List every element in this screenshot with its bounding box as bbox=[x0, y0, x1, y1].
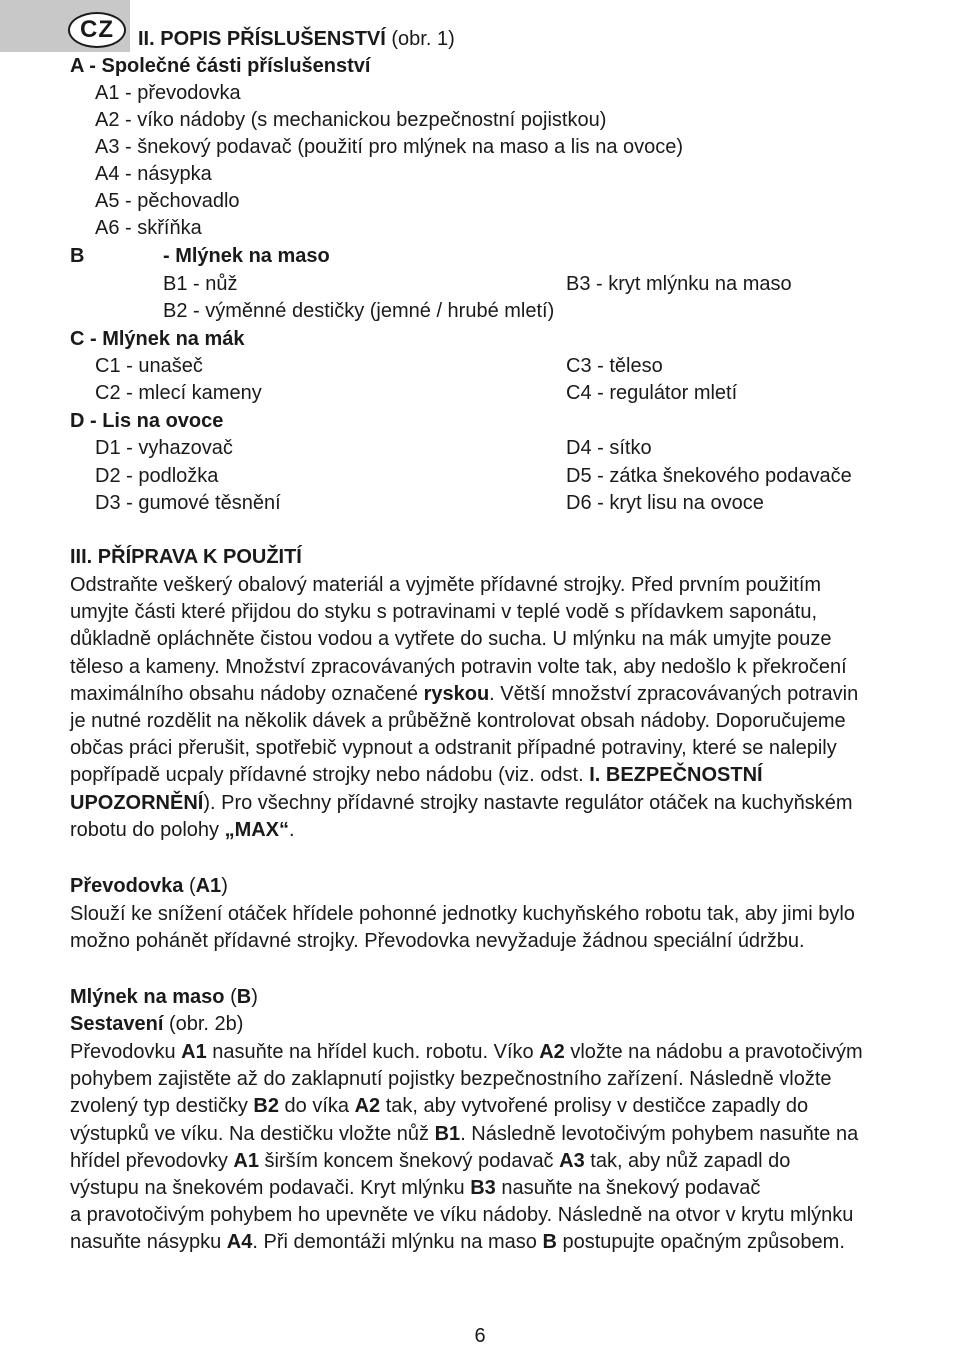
assembly-line: výstupu na šnekovém podavači. Kryt mlýnku B3 nasuňte na šnekový podavač bbox=[70, 1177, 761, 1200]
section-preparation-title: III. PŘÍPRAVA K POUŽITÍ bbox=[70, 546, 302, 568]
section-c-title: C - Mlýnek na mák bbox=[70, 328, 245, 350]
assembly-line: hřídel převodovky A1 širším koncem šnekový podavač A3 tak, aby nůž zapadl do bbox=[70, 1149, 791, 1172]
prep-line: těleso a kameny. Množství zpracovávaných potravin volte tak, aby nedošlo k překročení bbox=[70, 655, 847, 678]
item-b2: B2 - výměnné destičky (jemné / hrubé mletí) bbox=[163, 300, 555, 322]
gear-line: Slouží ke snížení otáček hřídele pohonné jednotky kuchyňského robotu tak, aby jimi bylo bbox=[70, 903, 855, 925]
item-a2: A2 - víko nádoby (s mechanickou bezpečnostní pojistkou) bbox=[95, 109, 607, 131]
prep-line: umyjte části které přijdou do styku s potravinami v teplé vodě s přídavkem saponátu, bbox=[70, 601, 818, 624]
prep-line: maximálního obsahu nádoby označené ryskou. Větší množství zpracovávaných potravin bbox=[70, 682, 859, 705]
assembly-paragraph bbox=[70, 1039, 863, 1257]
item-c2: C2 - mlecí kameny bbox=[95, 382, 262, 404]
prep-line: robotu do polohy „MAX“. bbox=[70, 818, 295, 841]
item-d2: D2 - podložka bbox=[95, 465, 219, 487]
assembly-line: výstupků ve víku. Na destičku vložte nůž B1. Následně levotočivým pohybem nasuňte na bbox=[70, 1122, 859, 1145]
item-d5: D5 - zátka šnekového podavače bbox=[566, 465, 852, 487]
item-a3: A3 - šnekový podavač (použití pro mlýnek na maso a lis na ovoce) bbox=[95, 136, 684, 158]
item-d4: D4 - sítko bbox=[566, 437, 652, 459]
assembly-line: zvolený typ destičky B2 do víka A2 tak, aby vytvořené prolisy v destičce zapadly do bbox=[70, 1095, 809, 1118]
assembly-line: a pravotočivým pohybem ho upevněte ve víku nádoby. Následně na otvor v krytu mlýnku bbox=[70, 1204, 854, 1227]
language-tab bbox=[0, 0, 130, 52]
item-c1: C1 - unašeč bbox=[95, 355, 203, 377]
item-b1: B1 - nůž bbox=[163, 273, 238, 295]
section-d-title: D - Lis na ovoce bbox=[70, 410, 224, 432]
assembly-line: pohybem zajistěte až do zaklapnutí pojistky bezpečnostního zařízení. Následně vložte bbox=[70, 1068, 832, 1091]
page-number: 6 bbox=[474, 1325, 486, 1347]
prep-line: je nutné rozdělit na několik dávek a průběžně kontrolovat obsah nádoby. Doporučujeme bbox=[70, 710, 846, 733]
assembly-line: nasuňte násypku A4. Při demontáži mlýnku na maso B postupujte opačným způsobem. bbox=[70, 1231, 845, 1254]
language-badge: CZ bbox=[68, 12, 126, 48]
assembly-line: Převodovku A1 nasuňte na hřídel kuch. robotu. Víko A2 vložte na nádobu a pravotočivým bbox=[70, 1041, 863, 1063]
assembly-subtitle: Sestavení (obr. 2b) bbox=[70, 1013, 244, 1035]
item-a5: A5 - pěchovadlo bbox=[95, 190, 240, 212]
gear-line: možno pohánět přídavné strojky. Převodovka nevyžaduje žádnou speciální údržbu. bbox=[70, 930, 805, 953]
section-b-letter: B bbox=[70, 245, 85, 267]
section-heading-description bbox=[138, 26, 455, 53]
gearbox-paragraph bbox=[70, 901, 855, 955]
preparation-paragraph bbox=[70, 572, 858, 844]
item-c3: C3 - těleso bbox=[566, 355, 663, 377]
section-a-title: A - Společné části příslušenství bbox=[70, 55, 371, 77]
prep-line: UPOZORNĚNÍ). Pro všechny přídavné strojky nastavte regulátor otáček na kuchyňském bbox=[70, 791, 853, 814]
item-b3: B3 - kryt mlýnku na maso bbox=[566, 273, 792, 295]
item-a4: A4 - násypka bbox=[95, 163, 212, 185]
gearbox-title: Převodovka (A1) bbox=[70, 875, 228, 897]
prep-line: důkladně opláchněte čistou vodou a vytřete do sucha. U mlýnku na mák umyjte pouze bbox=[70, 628, 832, 651]
section-b-title: - Mlýnek na maso bbox=[163, 245, 330, 267]
heading-ref: (obr. 1) bbox=[385, 28, 455, 50]
item-d1: D1 - vyhazovač bbox=[95, 437, 233, 459]
item-a1: A1 - převodovka bbox=[95, 82, 241, 104]
item-a6: A6 - skříňka bbox=[95, 217, 202, 239]
heading-bold: II. POPIS PŘÍSLUŠENSTVÍ bbox=[138, 28, 386, 50]
item-d3: D3 - gumové těsnění bbox=[95, 492, 281, 514]
grinder-title: Mlýnek na maso (B) bbox=[70, 986, 258, 1008]
item-c4: C4 - regulátor mletí bbox=[566, 382, 738, 404]
prep-line: popřípadě ucpaly přídavné strojky nebo nádobu (viz. odst. I. BEZPEČNOSTNÍ bbox=[70, 764, 763, 787]
item-d6: D6 - kryt lisu na ovoce bbox=[566, 492, 764, 514]
prep-line: občas práci přerušit, spotřebič vypnout a odstranit případné potraviny, které se nalepily bbox=[70, 737, 837, 760]
prep-line: Odstraňte veškerý obalový materiál a vyjměte přídavné strojky. Před prvním použitím bbox=[70, 574, 822, 596]
